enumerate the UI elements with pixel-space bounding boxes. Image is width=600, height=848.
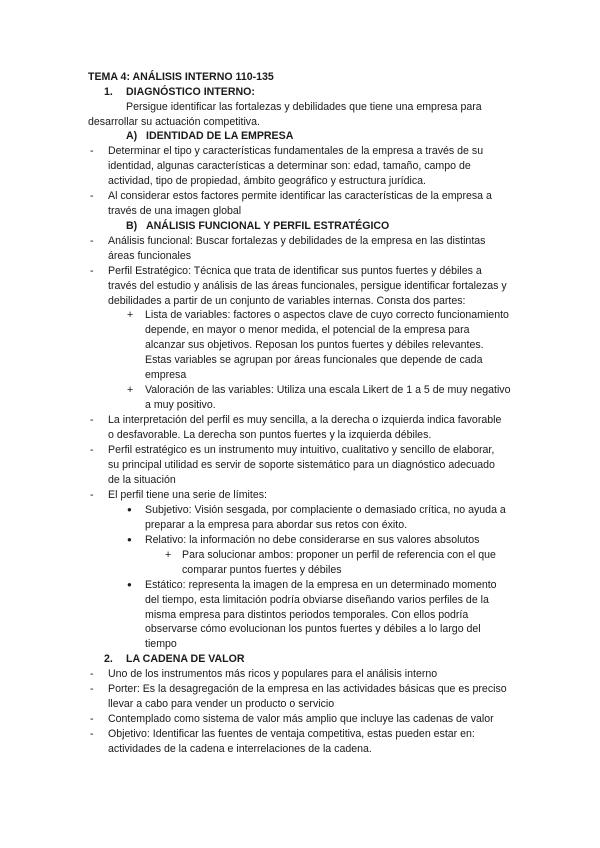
list-item-text: actividades de la cadena e interrelaciones de la cadena. <box>108 743 372 755</box>
list-item-text: su principal utilidad es servir de soporte sistemático para un diagnóstico adecuado <box>108 458 495 471</box>
list-item-text: llevar a cabo para vender un producto o servicio <box>108 698 335 711</box>
list-item-text: Perfil estratégico es un instrumento muy intuitivo, cualitativo y sencillo de elaborar, <box>108 444 495 456</box>
dash-bullet: - <box>90 683 94 696</box>
list-item-text: preparar a la empresa para abordar sus retos con éxito. <box>145 518 408 531</box>
section-1-intro-line: desarrollar su actuación competitiva. <box>88 116 260 128</box>
section-1-heading: DIAGNÓSTICO INTERNO: <box>126 86 255 98</box>
dash-bullet: - <box>90 189 94 202</box>
dash-bullet: - <box>90 145 94 157</box>
list-item-text: áreas funcionales <box>108 249 192 262</box>
subsection-b-heading: ANÁLISIS FUNCIONAL Y PERFIL ESTRATÉGICO <box>146 219 390 232</box>
dot-bullet: ● <box>127 534 132 544</box>
list-item-text: Lista de variables: factores o aspectos clave de cuyo correcto funcionamiento <box>145 309 509 322</box>
list-item-text: Uno de los instrumentos más ricos y populares para el análisis interno <box>108 668 438 681</box>
plus-bullet: + <box>127 309 134 322</box>
section-1-intro-line: Persigue identificar las fortalezas y debilidades que tiene una empresa para <box>126 101 482 113</box>
section-2-heading: LA CADENA DE VALOR <box>126 653 245 666</box>
dot-bullet: ● <box>127 579 132 589</box>
dash-bullet: - <box>90 488 94 501</box>
list-item-text: través de una imagen global <box>108 204 242 217</box>
list-item-text: empresa <box>145 369 187 382</box>
list-item-text: La interpretación del perfil es muy sencilla, a la derecha o izquierda indica favorable <box>108 414 502 427</box>
list-item-text: Estas variables se agrupan por áreas funcionales que depende de cada <box>145 354 483 367</box>
dot-bullet: ● <box>127 504 132 514</box>
list-item-text: depende, en mayor o menor medida, el potencial de la empresa para <box>145 324 470 337</box>
list-item-text: Perfil Estratégico: Técnica que trata de identificar sus puntos fuertes y débiles a <box>108 264 482 277</box>
list-item-text: Objetivo: Identificar las fuentes de ventaja competitiva, estas pueden estar en: <box>108 728 475 741</box>
section-1-number: 1. <box>104 86 113 98</box>
list-item-text: a muy positivo. <box>145 399 216 412</box>
dash-bullet: - <box>90 444 94 456</box>
section-2-number: 2. <box>104 653 113 666</box>
list-item-text: Porter: Es la desagregación de la empresa en las actividades básicas que es preciso <box>108 683 507 696</box>
list-item-text: Análisis funcional: Buscar fortalezas y debilidades de la empresa en las distintas <box>108 234 486 247</box>
list-item-text: debilidades a partir de un conjunto de variables internas. Consta dos partes: <box>108 294 466 307</box>
list-item-text: Relativo: la información no debe considerarse en sus valores absolutos <box>145 533 480 546</box>
plus-bullet: + <box>127 384 134 397</box>
list-item-text: identidad, algunas características a determinar son: edad, tamaño, campo de <box>108 159 471 172</box>
list-item-text: tiempo <box>145 638 177 651</box>
document-title: TEMA 4: ANÁLISIS INTERNO 110-135 <box>88 71 274 83</box>
dash-bullet: - <box>90 728 94 741</box>
list-item-text: través del estudio y análisis de las áreas funcionales, persigue identificar fortalezas y <box>108 279 507 292</box>
list-item-text: comparar puntos fuertes y débiles <box>182 563 342 576</box>
dash-bullet: - <box>90 414 94 427</box>
dash-bullet: - <box>90 234 94 247</box>
list-item-text: Contemplado como sistema de valor más amplio que incluye las cadenas de valor <box>108 713 494 726</box>
plus-bullet: + <box>165 548 172 561</box>
list-item-text: Al considerar estos factores permite identificar las características de la empresa a <box>108 189 492 202</box>
list-item-text: de la situación <box>108 473 176 486</box>
subsection-a-label: A) <box>126 130 138 142</box>
list-item-text: observarse cómo evolucionan los puntos fuertes y débiles a lo largo del <box>145 623 481 636</box>
list-item-text: Subjetivo: Visión sesgada, por complaciente o demasiado crítica, no ayuda a <box>145 503 506 516</box>
dash-bullet: - <box>90 668 94 681</box>
dash-bullet: - <box>90 264 94 277</box>
list-item-text: Valoración de las variables: Utiliza una escala Likert de 1 a 5 de muy negativo <box>145 384 511 397</box>
subsection-a-heading: IDENTIDAD DE LA EMPRESA <box>146 130 294 142</box>
list-item-text: Para solucionar ambos: proponer un perfil de referencia con el que <box>182 548 496 561</box>
list-item-text: del tiempo, esta limitación podría obviarse diseñando varios perfiles de la <box>145 593 489 606</box>
list-item-text: Estático: representa la imagen de la empresa en un determinado momento <box>145 578 497 591</box>
list-item-text: misma empresa para distintos periodos temporales. Con ellos podría <box>145 608 469 621</box>
list-item-text: alcanzar sus objetivos. Reposan los puntos fuertes y débiles relevantes. <box>145 339 484 352</box>
list-item-text: Determinar el tipo y características fundamentales de la empresa a través de su <box>108 145 484 157</box>
subsection-b-label: B) <box>126 219 138 232</box>
list-item-text: actividad, tipo de propiedad, ámbito geográfico y estructura jurídica. <box>108 174 426 187</box>
dash-bullet: - <box>90 713 94 726</box>
list-item-text: o desfavorable. La derecha son puntos fuertes y la izquierda débiles. <box>108 429 432 441</box>
list-item-text: El perfil tiene una serie de límites: <box>108 488 267 501</box>
